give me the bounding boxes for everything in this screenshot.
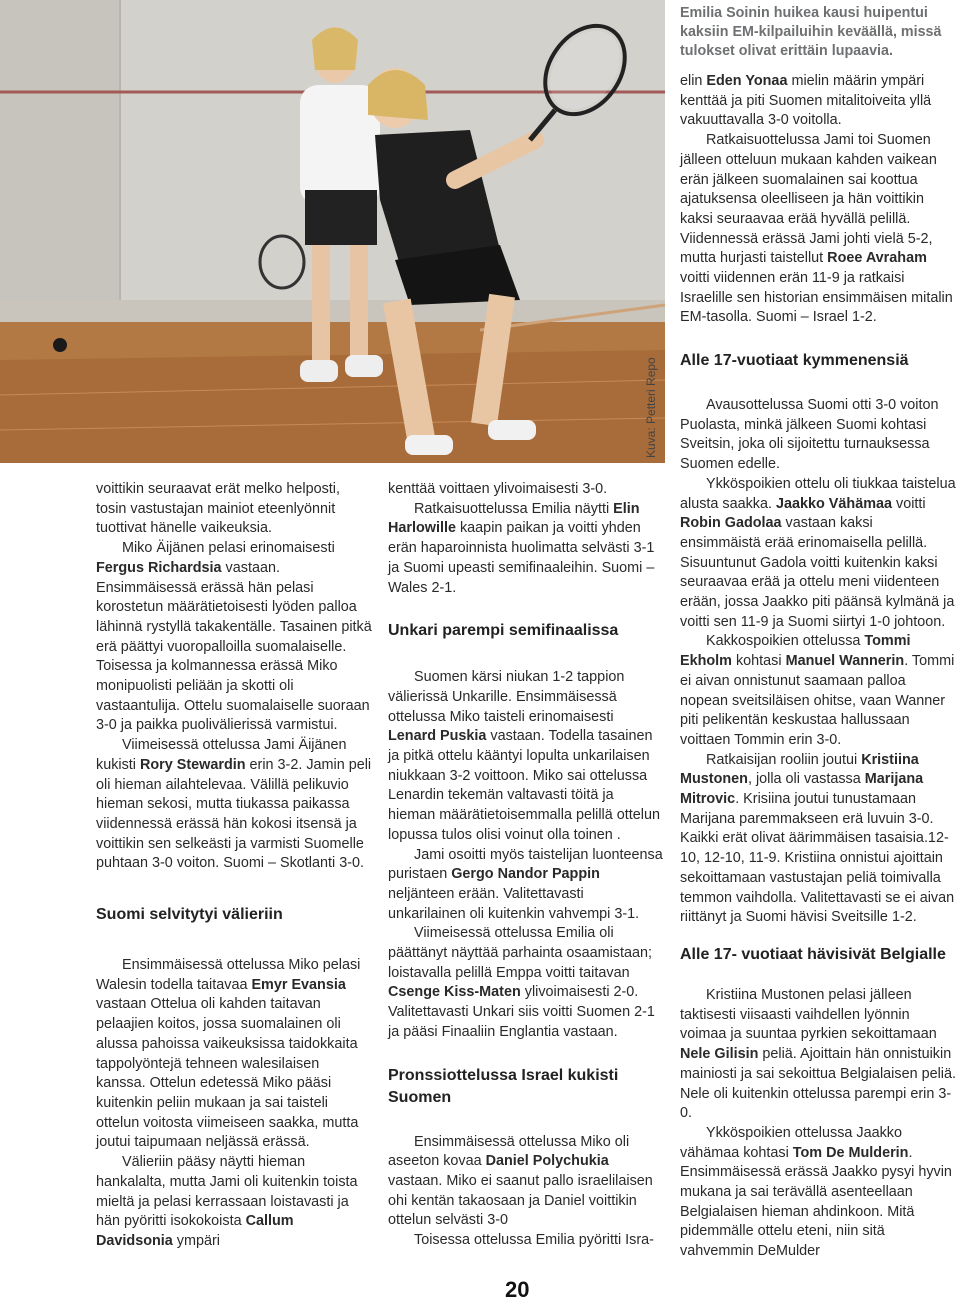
photo-caption: Emilia Soinin huikea kausi huipentui kaksiin EM-kilpailuihin keväällä, missä tulokset olivat erittäin lupaavia. [680,5,942,59]
paragraph: Ratkaisuottelussa Jami toi Suomen jälleen otteluun mukaan kahden vaikean erän jälkeen suomalainen sai koottua ajatuksensa oleelliseen ja hän voittikin kaksi seuraavaa erää hyvällä pelillä. Viidennessä erässä Jami johti vielä 5-2, mutta hurjasti taistellut Roee Avraham voitti viidennen erän 11-9 ja ratkaisi Israelille sen historian ensimmäisen mitalin EM-tasolla. Suomi – Israel 1-2. [680,132,953,326]
paragraph: kenttää voittaen ylivoimaisesti 3-0. [388,481,608,497]
paragraph: Viimeisessä ottelussa Jami Äijänen kukisti Rory Stewardin erin 3-2. Jamin peli oli hieman ailahtelevaa. Välillä pelikuvio hieman sekosi, mutta tiukassa paikassa viidennessä erässä hän kokosi itsensä ja voittikin sen selkeästi ja varmisti Suomelle puhtaan 3-0 voiton. Suomi – Skotlanti 3-0. [96,737,372,872]
paragraph: Kakkospoikien ottelussa Tommi Ekholm kohtasi Manuel Wannerin. Tommi ei aivan onnistunut saamaan palloa nopean sveitsiläisen ohitse, vaan Wanner piti pelikentän keskustaa hallussaan voittaen Tommin erin 3-0. [680,633,955,748]
section-heading: Unkari parempi semifinaalissa [388,622,619,640]
paragraph: Ratkaisuottelussa Emilia näytti Elin Harlowille kaapin paikan ja voitti yhden erän haparoinnista huolimatta selvästi 3-1 ja Suomi upeasti semifinaaleihin. Suomi – Wales 2-1. [388,500,655,596]
page-number: 20 [505,1277,530,1302]
column-2 [388,480,664,1251]
paragraph: Ykköspoikien ottelu oli tiukkaa taistelua alusta saakka. Jaakko Vähämaa voitti Robin Gadolaa vastaan kaksi ensimmäistä erää erinomaisella pelillä. Sisuuntunut Gadola voitti kuitenkin kaksi seuraavaa erää ja ottelu meni viidenteen erään, jossa Jaakko piti päänsä kylmänä ja voitti sen 11-9 ja Suomi siirtyi 1-0 johtoon. [680,475,956,630]
paragraph: Jami osoitti myös taistelijan luonteensa puristaen Gergo Nandor Pappin neljänteen erään. Valitettavasti unkarilainen oli kuitenkin vahvempi 3-1. [388,846,663,922]
squash-photo [0,0,665,463]
paragraph: Ensimmäisessä ottelussa Miko oli aseeton kovaa Daniel Polychukia vastaan. Miko ei saanut pallo israelilaisen ohi kentän takaosaan ja Daniel voittikin ottelun selvästi 3-0 [388,1133,653,1229]
column-3 [680,350,957,1262]
paragraph: Miko Äijänen pelasi erinomaisesti Fergus Richardsia vastaan. Ensimmäisessä erässä hän pelasi korostetun määrätietoisesti lyöden palloa lähinnä rystyllä takakentälle. Tasainen pitkä erä päättyi vuoropalloilla suomalaiselle. Toisessa ja kolmannessa erässä Miko monipuolisti peliään ja skotti oli vastaantulija. Ottelu suomalaiselle suoraan 3-0 ja paikka puolivälierissä varmistui. [96,540,372,734]
section-heading: Alle 17-vuotiaat kymmenensiä [680,352,909,369]
paragraph: Viimeisessä ottelussa Emilia oli päättänyt näyttää parhainta osaamistaan; loistavalla pelillä Emppa voitti taitavan Csenge Kiss-Maten ylivoimaisesti 2-0. Valitettavasti Unkari siis voitti Suomen 2-1 ja pääsi Finaaliin Englantia vastaan. [388,925,655,1040]
paragraph: Ykköspoikien ottelussa Jaakko vähämaa kohtasi Tom De Mulderin. Ensimmäisessä erässä Jaakko pysyi hyvin mukana ja sai terävällä asenteellaan Belgialaisen hieman ahdinkoon. Mitä pidemmälle ottelu eteni, niin sitä vahvemmin DeMulder [680,1124,952,1260]
section-heading: Suomi selvitytyi välieriin [96,906,283,924]
section-heading: Alle 17- vuotiaat hävisivät Belgialle [680,945,946,963]
column-1 [96,480,372,1252]
photo-credit: Kuva: Petteri Repo [644,357,658,458]
paragraph: Ratkaisijan rooliin joutui Kristiina Mustonen, jolla oli vastassa Marijana Mitrovic. Krisiina joutui tunustamaan Marijana paremmakseen erä luvuin 3-0. Kaikki erät olivat äärimmäisen tasaisia.12-10, 12-10, 11-9. Kristiina onnistui ajoittain sekoittamaan vastustajan peliä toimivalla temmon vaihdolla. Valitettavasti se ei aivan riittänyt ja Suomi hävisi Sveitsille 1-2. [680,751,955,926]
paragraph: Avausottelussa Suomi otti 3-0 voiton Puolasta, minkä jälkeen Suomi kohtasi Sveitsin, joka oli sijoitettu turnauksessa Suomen edelle. [680,397,939,473]
paragraph: Suomen kärsi niukan 1-2 tappion välierissä Unkarille. Ensimmäisessä ottelussa Miko taisteli erinomaisesti Lenard Puskia vastaan. Todella tasainen ja pitkä ottelu kääntyi lopulta unkarilaisen niukkaan 3-2 voittoon. Miko sai ottelussa Lenardin tekemän valtavasti töitä ja hieman määrätietoisemmalla pelillä ottelun lopussa tulos olisi voinut olla toinen . [388,669,660,843]
paragraph: Ensimmäisessä ottelussa Miko pelasi Walesin todella taitavaa Emyr Evansia vastaan Ottelua oli kahden taitavan pelaajien koitos, jossa suomalainen oli alussa pahoissa vaikeuksissa taidokkaita tappolyöntejä tehneen walesilaisen kanssa. Ottelun edetessä Miko pääsi kuitenkin peliin mukaan ja sai taisteli ottelun voitosta viimeiseen saakka, mutta joutui taipumaan neljässä erässä. [96,957,361,1151]
paragraph: Kristiina Mustonen pelasi jälleen taktisesti viisaasti vaihdellen lyönnin voimaa ja suuntaa pyrkien sekoittamaan Nele Gilisin peliä. Ajoittain hän onnistuikin mainiosti ja sai sekoittua Belgialaisen peliä. Nele oli kuitenkin ottelussa parempi erin 3-0. [680,986,956,1122]
paragraph: Välieriin pääsy näytti hieman hankalalta, mutta Jami oli kuitenkin toista mieltä ja pelasi kerrassaan loistavasti ja hän pyöritti isokokoista Callum Davidsonia ympäri [96,1154,358,1249]
column-3-top [680,72,957,328]
paragraph: elin Eden Yonaa mielin määrin ympäri kenttää ja piti Suomen mitalitoiveita yllä vakuuttavalla 3-0 voitolla. [680,73,932,129]
squash-players-illustration [0,0,665,463]
section-heading: Pronssiottelussa Israel kukisti Suomen [388,1066,619,1106]
paragraph: voittikin seuraavat erät melko helposti, tosin vastustajan mainiot eteenlyönnit tuottivat hänelle vaikeuksia. [96,481,340,537]
paragraph: Toisessa ottelussa Emilia pyöritti Isra- [414,1232,654,1249]
